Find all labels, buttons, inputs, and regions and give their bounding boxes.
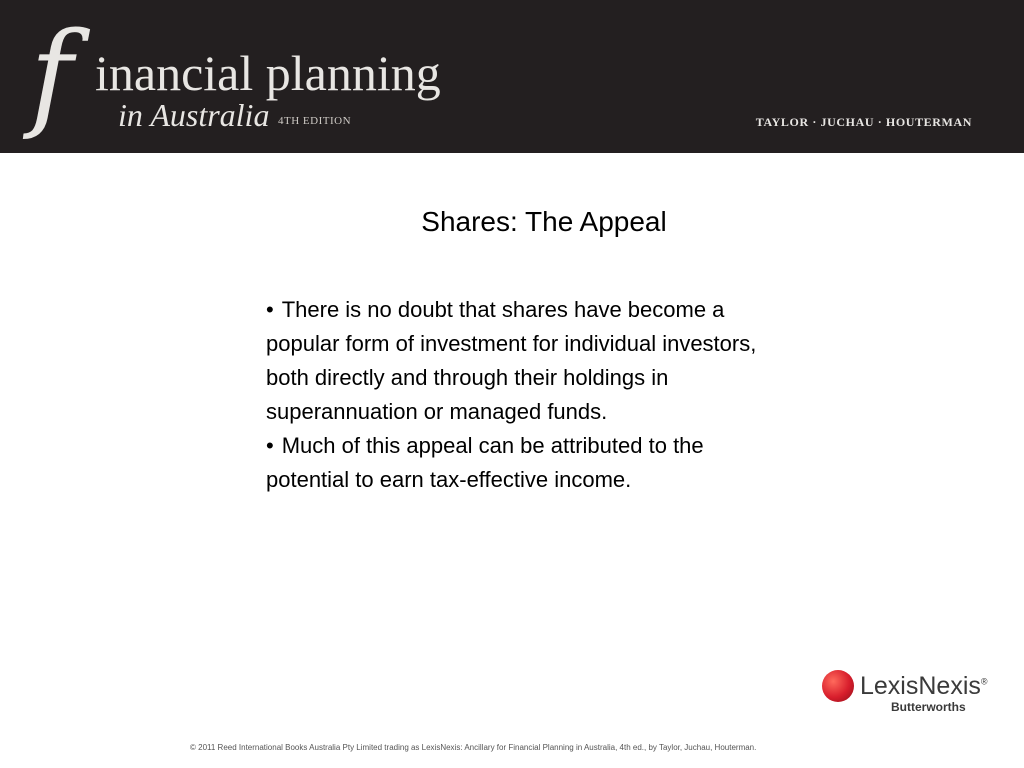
bullet-item: [266, 429, 766, 497]
edition-label: 4TH EDITION: [278, 115, 352, 127]
lexisnexis-subtitle: Butterworths: [891, 700, 966, 714]
bullet-list: [266, 293, 766, 497]
lexisnexis-wordmark: LexisNexis®: [860, 672, 988, 700]
bullet-icon: •: [266, 433, 274, 458]
authors-label: TAYLOR · JUCHAU · HOUTERMAN: [755, 115, 972, 129]
copyright-footer: © 2011 Reed International Books Australia Pty Limited trading as LexisNexis: Ancillary for Financial Planning in Australia, 4th ed., by Taylor, Juchau, Houterman.: [190, 743, 757, 752]
logo-title: inancial planning: [95, 45, 441, 101]
lexisnexis-sphere-icon: [822, 670, 854, 702]
logo-subtitle: in Australia: [118, 97, 270, 133]
slide-title: Shares: The Appeal: [421, 206, 667, 237]
lexisnexis-logo: [822, 668, 992, 718]
bullet-text: There is no doubt that shares have become a popular form of investment for individual investors, both directly and through their holdings in superannuation or managed funds.: [266, 297, 757, 424]
logo-f-letter: f: [30, 8, 73, 143]
header-banner: [0, 0, 1024, 153]
bullet-icon: •: [266, 297, 274, 322]
bullet-item: [266, 293, 766, 429]
bullet-text: Much of this appeal can be attributed to the potential to earn tax-effective income.: [266, 433, 704, 492]
